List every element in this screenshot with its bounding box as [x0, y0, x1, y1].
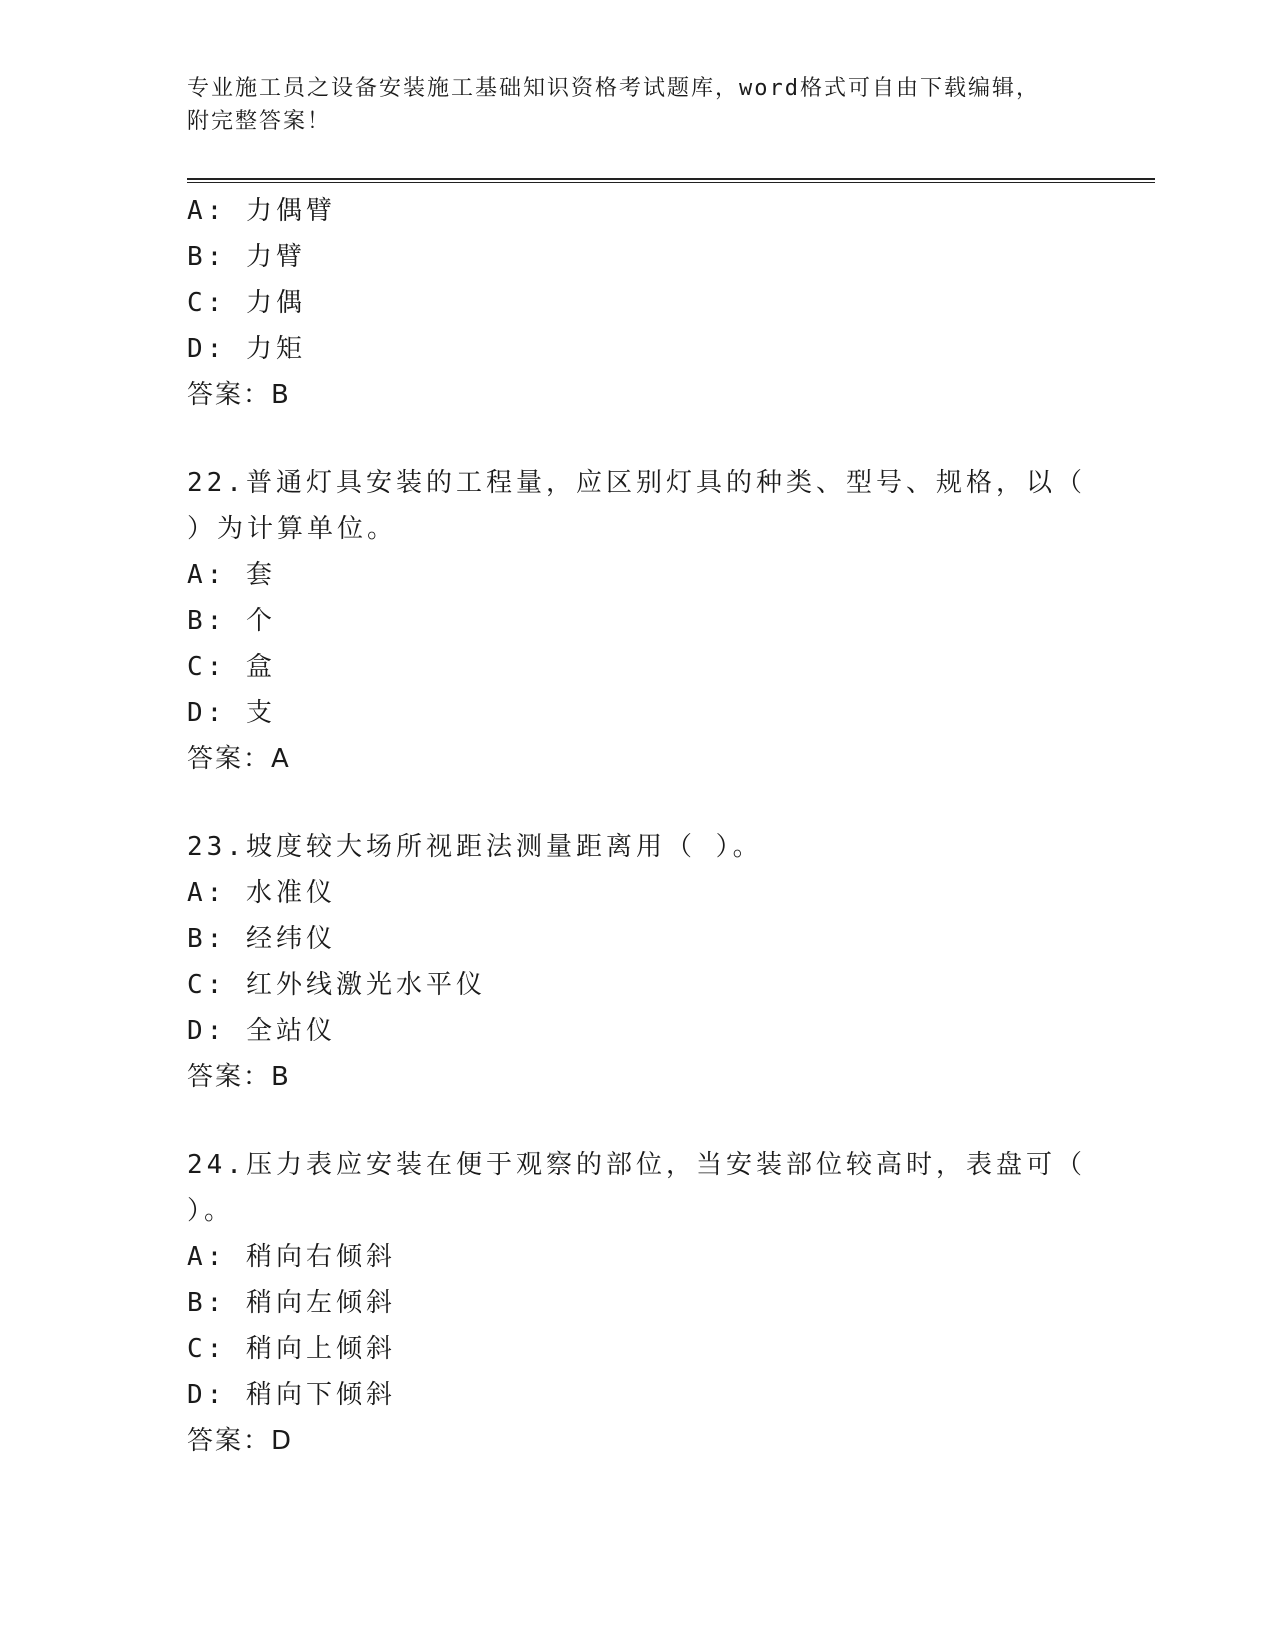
answer: 答案：B — [187, 380, 291, 410]
option-a: A: 稍向右倾斜 — [187, 1242, 396, 1272]
answer: 答案：B — [187, 1062, 291, 1092]
header-line-1: 专业施工员之设备安装施工基础知识资格考试题库，word格式可自由下载编辑， — [187, 76, 1040, 101]
answer: 答案：D — [187, 1426, 294, 1456]
option-a: A: 套 — [187, 560, 276, 590]
option-c: C: 稍向上倾斜 — [187, 1334, 396, 1364]
question-block-23 — [187, 824, 1067, 1100]
answer: 答案：A — [187, 744, 291, 774]
spacer — [187, 418, 1067, 460]
option-b: B: 稍向左倾斜 — [187, 1288, 396, 1318]
document-header — [187, 72, 1067, 138]
option-c: C: 盒 — [187, 652, 276, 682]
option-b: B: 力臂 — [187, 242, 306, 272]
option-d: D: 力矩 — [187, 334, 306, 364]
question-text: 23.坡度较大场所视距法测量距离用（ ）。 — [187, 832, 763, 862]
question-block-24 — [187, 1142, 1086, 1464]
option-b: B: 个 — [187, 606, 276, 636]
option-c: C: 力偶 — [187, 288, 306, 318]
header-divider — [187, 178, 1155, 183]
spacer — [187, 782, 1067, 824]
question-block-22 — [187, 460, 1086, 782]
spacer — [187, 1100, 1067, 1142]
header-line-2: 附完整答案！ — [187, 109, 332, 134]
option-a: A: 力偶臂 — [187, 196, 336, 226]
option-d: D: 支 — [187, 698, 276, 728]
option-b: B: 经纬仪 — [187, 924, 336, 954]
question-text: 24.压力表应安装在便于观察的部位，当安装部位较高时，表盘可（ — [187, 1150, 1086, 1180]
option-a: A: 水准仪 — [187, 878, 336, 908]
question-block-21 — [187, 188, 1067, 418]
option-c: C: 红外线激光水平仪 — [187, 970, 486, 1000]
question-text: 22.普通灯具安装的工程量，应区别灯具的种类、型号、规格，以（ — [187, 468, 1086, 498]
question-list — [187, 188, 1086, 1464]
question-text-continued: ）。 — [187, 1196, 235, 1226]
option-d: D: 稍向下倾斜 — [187, 1380, 396, 1410]
question-text-continued: ）为计算单位。 — [187, 514, 398, 544]
option-d: D: 全站仪 — [187, 1016, 336, 1046]
